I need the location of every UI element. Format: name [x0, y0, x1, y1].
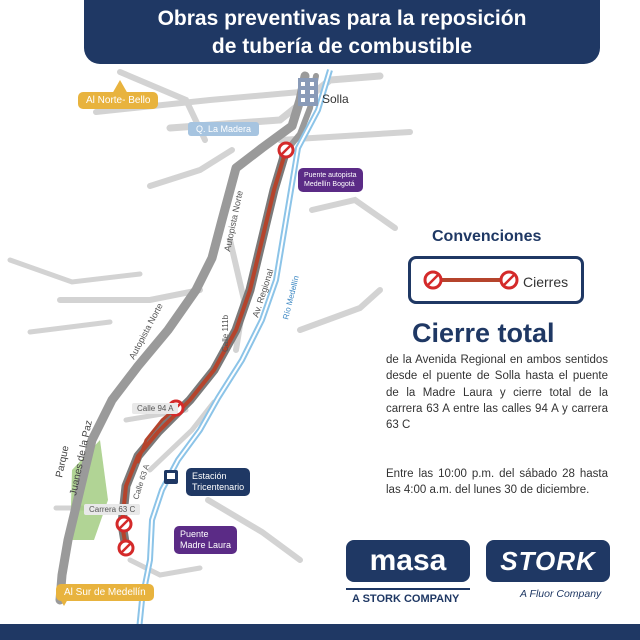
label-parque: Parque [54, 444, 72, 479]
bottom-bar [0, 624, 640, 640]
masa-logo-subtitle: A STORK COMPANY [352, 593, 460, 605]
legend-marker-left-icon [425, 272, 441, 288]
label-calle-63a: Calle 63 A [131, 463, 152, 501]
label-autopista-norte-2: Autopista Norte [126, 301, 165, 361]
title-line-2: de tubería de combustible [211, 35, 473, 58]
legend-closure-symbol [411, 259, 521, 301]
label-rio-medellin: Río Medellín [281, 274, 301, 321]
minor-roads [10, 72, 410, 575]
puente-autopista-line1: Puente autopista [304, 172, 357, 179]
legend-box [408, 256, 584, 304]
tag-estacion-tricentenario [186, 468, 250, 496]
stork-logo-subtitle: A Fluor Company [520, 588, 602, 600]
closure-dates: Entre las 10:00 p.m. del sábado 28 hasta las 4:00 a.m. del lunes 30 de diciembre. [386, 468, 608, 497]
label-av-regional: Av. Regional [250, 267, 276, 319]
building-icon [298, 78, 318, 106]
tag-puente-autopista [298, 168, 363, 192]
puente-madre-line1: Puente [180, 529, 209, 539]
title-banner [84, 0, 600, 64]
label-autopista-norte-1: Autopista Norte [222, 189, 245, 253]
tag-south-medellin: Al Sur de Medellín [56, 584, 154, 601]
closure-marker-solla [279, 143, 293, 157]
river [138, 70, 330, 640]
masa-logo-divider [346, 588, 470, 590]
label-calle-94a: Calle 94 A [132, 403, 178, 414]
metro-station-icon [164, 470, 178, 484]
closure-heading: Cierre total [412, 318, 555, 348]
legend-label: Cierres [523, 274, 569, 290]
estacion-line1: Estación [192, 471, 227, 481]
label-carrera-63c: Carrera 63 C [84, 504, 140, 515]
closure-marker-madre-laura [119, 541, 133, 555]
label-solla: Solla [322, 92, 349, 106]
tag-puente-madre-laura [174, 526, 237, 554]
masa-logo: masa [346, 540, 470, 582]
closure-marker-carrera-63c [117, 517, 131, 531]
legend-title: Convenciones [432, 228, 542, 245]
label-calle-111b: Calle 111b [221, 314, 230, 352]
legend-marker-right-icon [501, 272, 517, 288]
estacion-line2: Tricentenario [192, 482, 245, 492]
tag-q-la-madera: Q. La Madera [188, 122, 259, 136]
stork-logo: STORK [486, 540, 610, 582]
title-line-1: Obras preventivas para la reposición [157, 7, 527, 30]
tag-north-bello: Al Norte- Bello [78, 92, 158, 109]
puente-autopista-line2: Medellín Bogotá [304, 181, 355, 188]
closure-body: de la Avenida Regional en ambos sentidos desde el puente de Solla hasta el puente de la Madre Laura y cierre total de la carrera 63 A entre las calles 94 A y carrera 63 C [386, 354, 608, 432]
puente-madre-line2: Madre Laura [180, 540, 232, 550]
label-parque-juanes: Juanes de la Paz [68, 419, 95, 497]
